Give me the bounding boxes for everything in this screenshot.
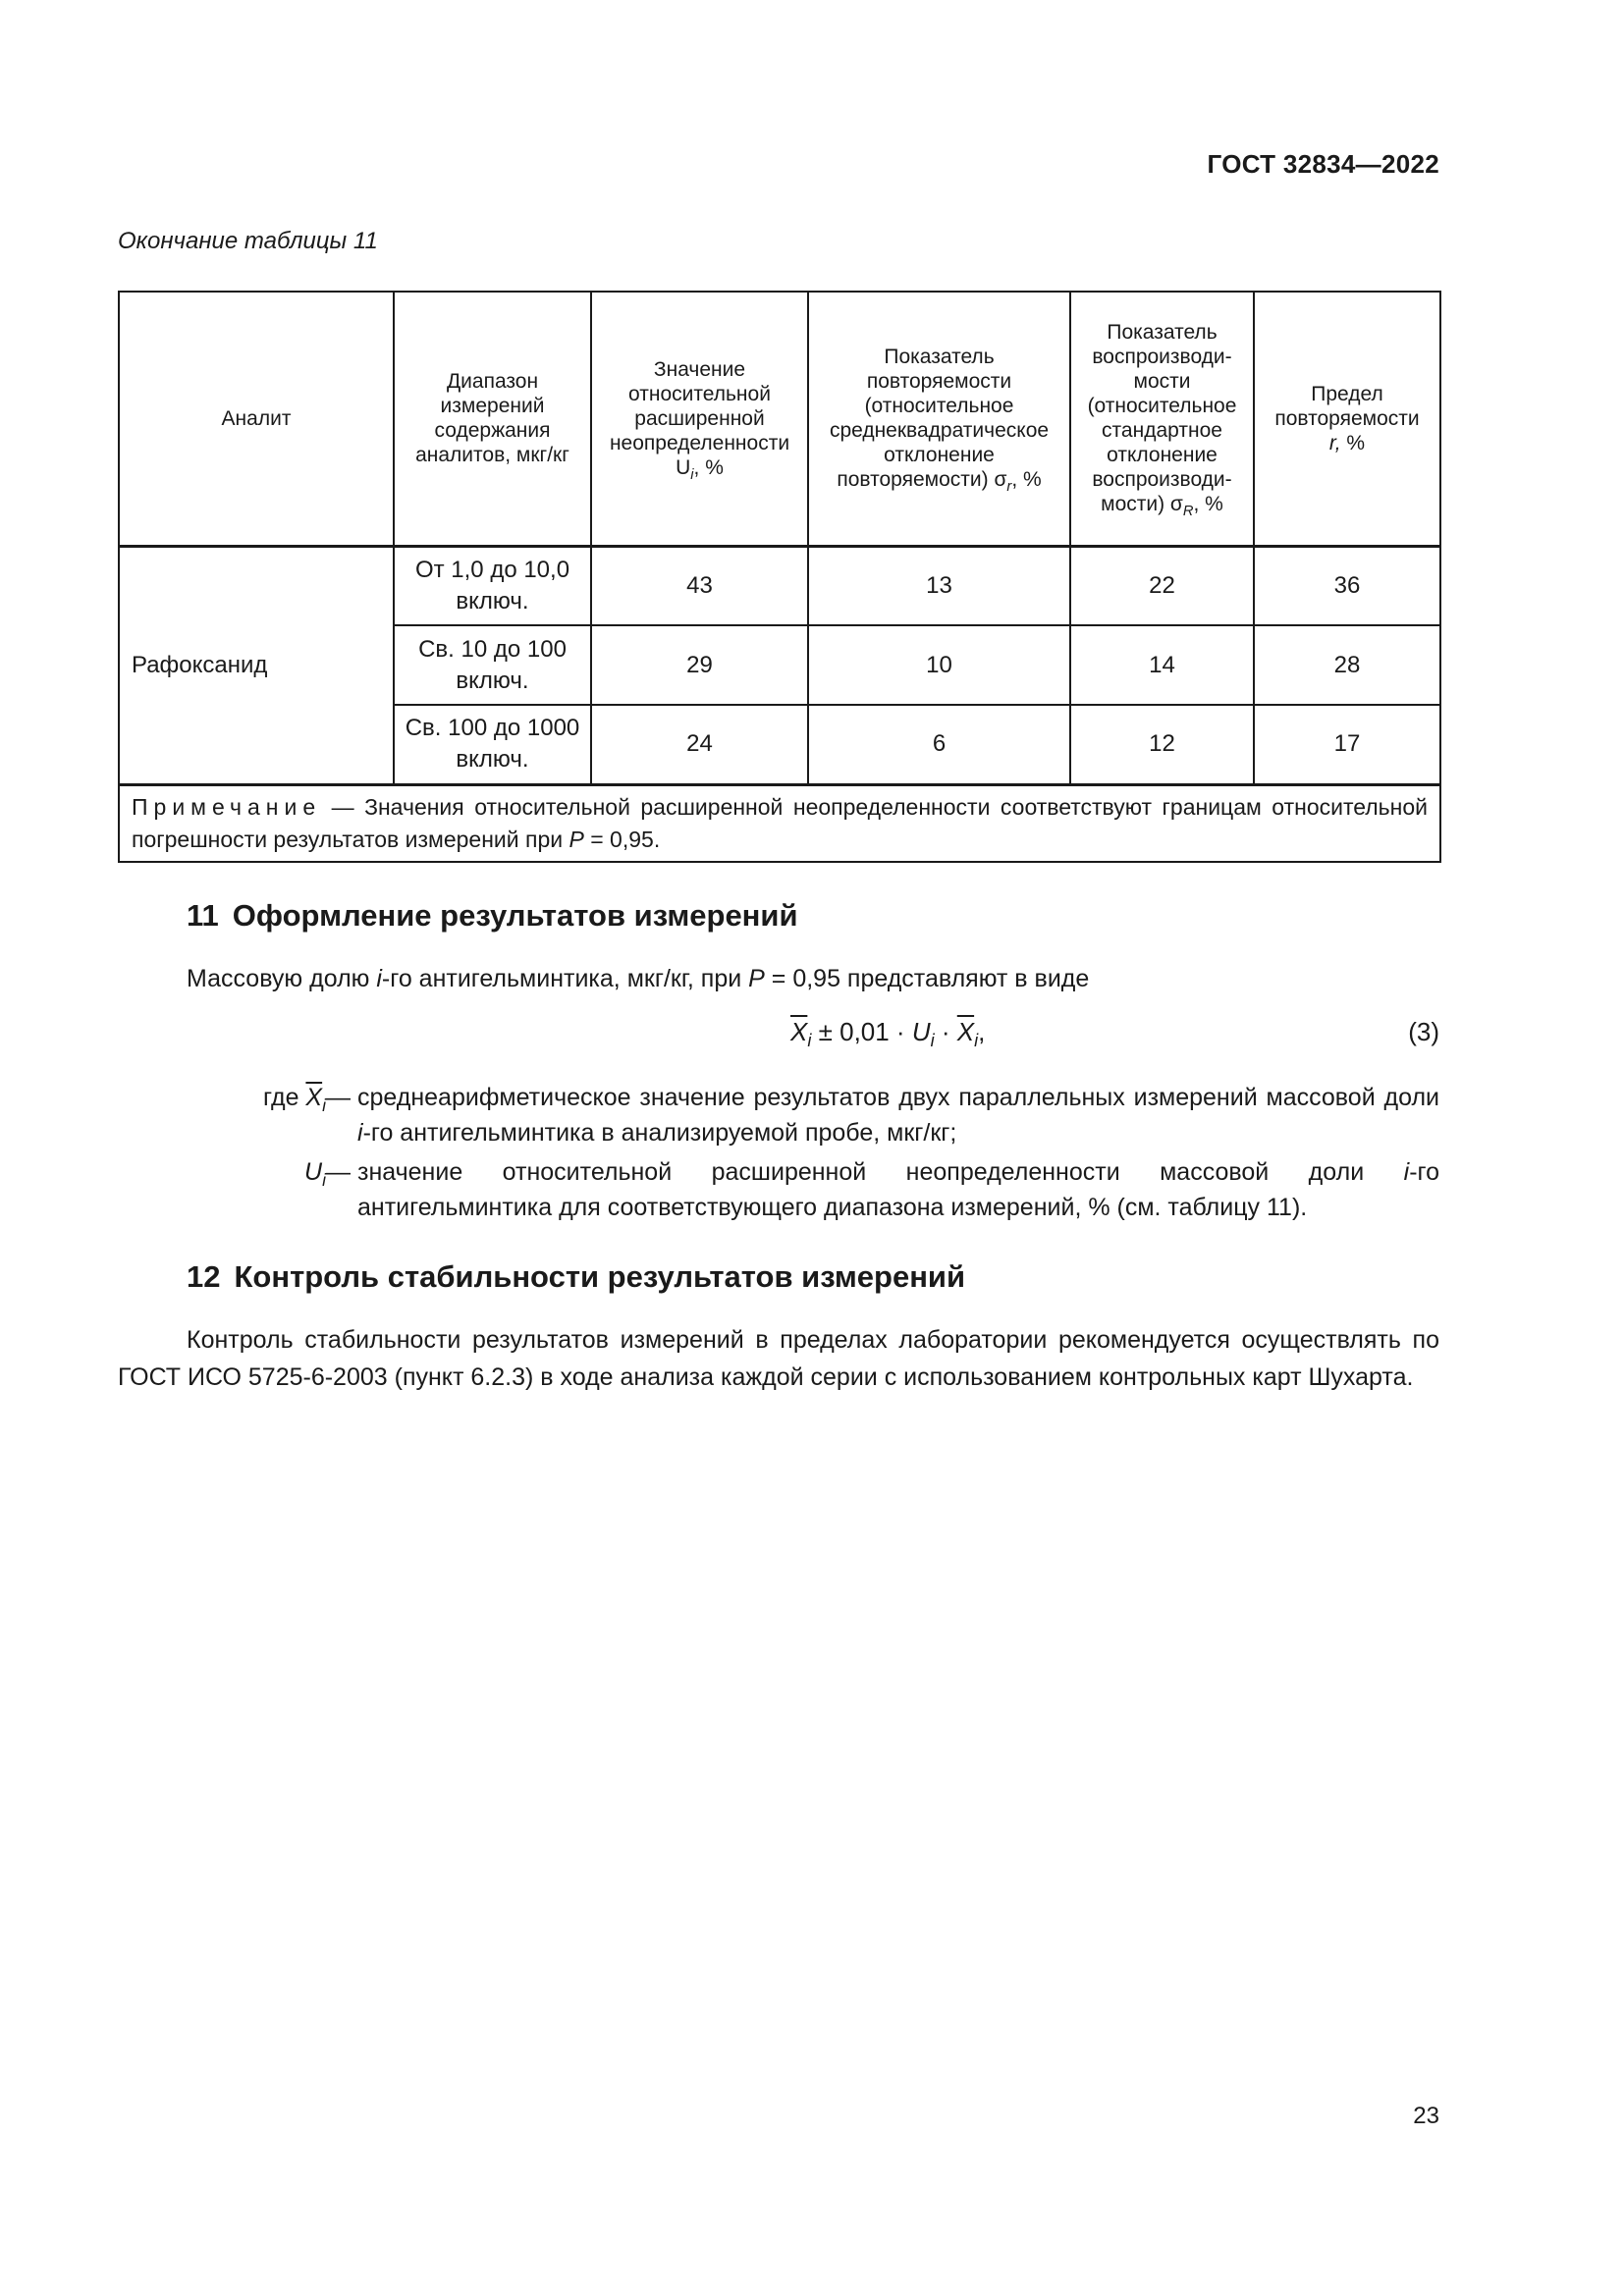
repeatability-cell: 13 bbox=[808, 546, 1070, 625]
formula-expression: $\overline{X}_i \pm 0,01 \cdot U_i \cdot \overline{X}_i$, bbox=[790, 1017, 986, 1051]
repeatability-cell: 10 bbox=[808, 625, 1070, 705]
table-caption: Окончание таблицы 11 bbox=[118, 228, 378, 254]
formula-number: (3) bbox=[1408, 1017, 1439, 1046]
section-11-heading: 11 Оформление результатов измерений bbox=[187, 898, 798, 933]
analyte-cell: Рафоксанид bbox=[119, 546, 394, 784]
reproducibility-cell: 12 bbox=[1070, 705, 1254, 784]
range-cell: Св. 100 до 1000 включ. bbox=[394, 705, 591, 784]
where-item-u: $U_i$ — значение относительной расширенной неопределенности массовой доли i-го антигельминтика для соответствующего диапазона измерений, % (см. таблицу 11). bbox=[118, 1154, 1439, 1229]
limit-cell: 36 bbox=[1254, 546, 1440, 625]
header-reproducibility: Показатель воспроизводи-мости (относительное стандартное отклонение воспроизводи-мости) $\sigma_R$, % bbox=[1070, 292, 1254, 546]
uncertainty-cell: 43 bbox=[591, 546, 808, 625]
section-12-text: Контроль стабильности результатов измерений в пределах лаборатории рекомендуется осуществлять по ГОСТ ИСО 5725-6-2003 (пункт 6.2.3) в ходе анализа каждой серии с использованием контрольных карт Шухарта. bbox=[118, 1326, 1439, 1391]
note-label: Примечание bbox=[132, 793, 322, 820]
uncertainty-cell: 24 bbox=[591, 705, 808, 784]
uncertainty-cell: 29 bbox=[591, 625, 808, 705]
where-item-x: где $\overline{X}_i$ — среднеарифметическое значение результатов двух параллельных измерений массовой доли i-го антигельминтика в анализируемой пробе, мкг/кг; bbox=[118, 1080, 1439, 1154]
section-11-intro: Массовую долю i-го антигельминтика, мкг/кг, при P = 0,95 представляют в виде bbox=[187, 965, 1090, 992]
header-analyte: Аналит bbox=[119, 292, 394, 546]
where-label: $U_i$ bbox=[304, 1158, 326, 1190]
header-uncertainty: Значение относительной расширенной неопределенности $U_i$, % bbox=[591, 292, 808, 546]
section-12-heading: 12 Контроль стабильности результатов измерений bbox=[187, 1259, 966, 1294]
limit-cell: 17 bbox=[1254, 705, 1440, 784]
formula-3 bbox=[118, 1017, 1439, 1056]
repeatability-cell: 6 bbox=[808, 705, 1070, 784]
page-number: 23 bbox=[1413, 2103, 1439, 2129]
limit-cell: 28 bbox=[1254, 625, 1440, 705]
where-label: где $\overline{X}_i$ bbox=[262, 1084, 326, 1115]
table-note: Примечание — Значения относительной расширенной неопределенности соответствуют границам относительной погрешности результатов измерений при P = 0,95. bbox=[119, 784, 1440, 862]
reproducibility-cell: 14 bbox=[1070, 625, 1254, 705]
document-code: ГОСТ 32834—2022 bbox=[1207, 149, 1439, 179]
header-repeatability: Показатель повторяемости (относительное среднеквадратическое отклонение повторяемости) $\sigma_r$, % bbox=[808, 292, 1070, 546]
where-definition: значение относительной расширенной неопределенности массовой доли i-го антигельминтика для соответствующего диапазона измерений, % (см. таблицу 11). bbox=[357, 1158, 1439, 1221]
where-definition: среднеарифметическое значение результатов двух параллельных измерений массовой доли i-го антигельминтика в анализируемой пробе, мкг/кг; bbox=[357, 1084, 1439, 1147]
range-cell: От 1,0 до 10,0 включ. bbox=[394, 546, 591, 625]
table-row bbox=[119, 546, 1440, 625]
table-header-row bbox=[119, 292, 1440, 546]
table-11 bbox=[118, 291, 1441, 863]
reproducibility-cell: 22 bbox=[1070, 546, 1254, 625]
header-range: Диапазон измерений содержания аналитов, мкг/кг bbox=[394, 292, 591, 546]
table-note-row bbox=[119, 784, 1440, 862]
range-cell: Св. 10 до 100 включ. bbox=[394, 625, 591, 705]
header-repeatability-limit: Предел повторяемости r, % bbox=[1254, 292, 1440, 546]
